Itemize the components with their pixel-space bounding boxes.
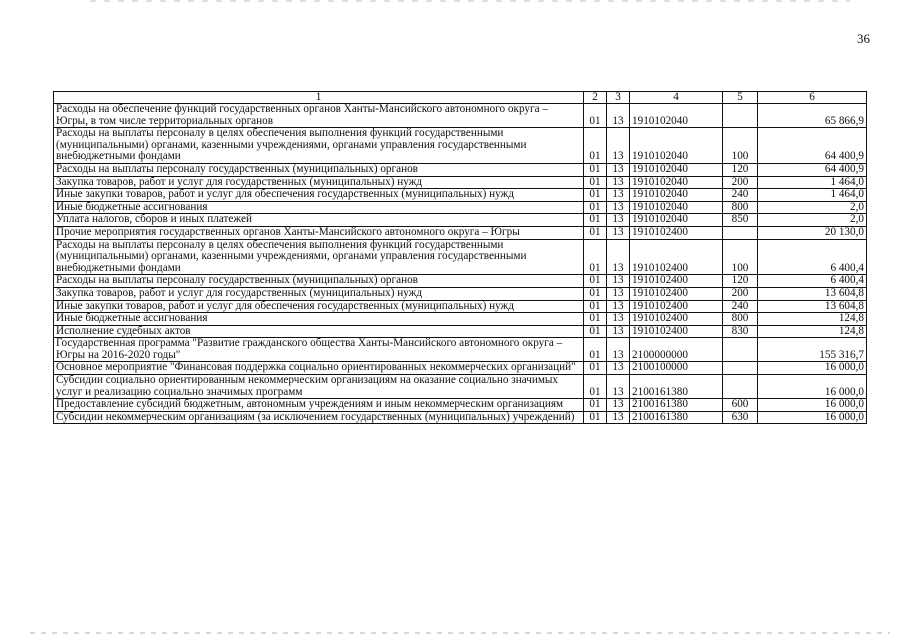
row-subsection-cell: 13 [607, 239, 630, 275]
row-name-cell: Уплата налогов, сборов и иных платежей [54, 214, 584, 227]
row-expense-type-cell: 200 [723, 287, 758, 300]
row-expense-type-cell: 200 [723, 176, 758, 189]
table-row [54, 275, 867, 288]
header-cell-sum: 6 [758, 92, 867, 104]
row-name-cell: Расходы на выплаты персоналу государственных (муниципальных) органов [54, 275, 584, 288]
row-subsection-cell: 13 [607, 325, 630, 338]
row-expense-type-cell: 100 [723, 239, 758, 275]
row-subsection-cell: 13 [607, 300, 630, 313]
row-expense-type-cell [723, 362, 758, 375]
table-row [54, 214, 867, 227]
row-section-cell: 01 [584, 399, 607, 412]
row-expense-type-cell: 100 [723, 128, 758, 164]
table-row [54, 300, 867, 313]
row-target-article-cell: 1910102400 [630, 313, 723, 326]
row-target-article-cell: 1910102040 [630, 189, 723, 202]
row-subsection-cell: 13 [607, 214, 630, 227]
row-target-article-cell: 1910102040 [630, 104, 723, 128]
row-sum-cell: 2,0 [758, 214, 867, 227]
table-row [54, 338, 867, 362]
row-subsection-cell: 13 [607, 375, 630, 399]
header-cell-subsection: 3 [607, 92, 630, 104]
row-sum-cell: 65 866,9 [758, 104, 867, 128]
header-cell-name: 1 [54, 92, 584, 104]
header-cell-expense-type: 5 [723, 92, 758, 104]
row-sum-cell: 13 604,8 [758, 287, 867, 300]
row-expense-type-cell [723, 226, 758, 239]
row-expense-type-cell: 800 [723, 313, 758, 326]
row-subsection-cell: 13 [607, 399, 630, 412]
row-sum-cell: 6 400,4 [758, 275, 867, 288]
row-subsection-cell: 13 [607, 189, 630, 202]
row-target-article-cell: 1910102400 [630, 226, 723, 239]
row-section-cell: 01 [584, 375, 607, 399]
row-subsection-cell: 13 [607, 362, 630, 375]
row-section-cell: 01 [584, 325, 607, 338]
row-section-cell: 01 [584, 300, 607, 313]
row-expense-type-cell: 120 [723, 275, 758, 288]
table-row [54, 411, 867, 424]
row-subsection-cell: 13 [607, 287, 630, 300]
row-target-article-cell: 1910102040 [630, 214, 723, 227]
row-section-cell: 01 [584, 338, 607, 362]
row-name-cell: Закупка товаров, работ и услуг для государственных (муниципальных) нужд [54, 287, 584, 300]
row-name-cell: Расходы на выплаты персоналу в целях обеспечения выполнения функций государственными (муниципальными) органами, казенными учреждениями, органами управления государственными внебюджетными фондами [54, 239, 584, 275]
row-expense-type-cell: 240 [723, 300, 758, 313]
row-section-cell: 01 [584, 239, 607, 275]
row-target-article-cell: 2100100000 [630, 362, 723, 375]
row-sum-cell: 16 000,0 [758, 411, 867, 424]
row-name-cell: Основное мероприятие "Финансовая поддержка социально ориентированных некоммерческих организаций" [54, 362, 584, 375]
table-row [54, 325, 867, 338]
row-name-cell: Расходы на выплаты персоналу в целях обеспечения выполнения функций государственными (муниципальными) органами, казенными учреждениями, органами управления государственными внебюджетными фондами [54, 128, 584, 164]
table-body [54, 104, 867, 424]
row-sum-cell: 16 000,0 [758, 375, 867, 399]
row-sum-cell: 16 000,0 [758, 399, 867, 412]
row-subsection-cell: 13 [607, 313, 630, 326]
table-row [54, 226, 867, 239]
row-subsection-cell: 13 [607, 176, 630, 189]
row-sum-cell: 16 000,0 [758, 362, 867, 375]
row-expense-type-cell [723, 104, 758, 128]
row-section-cell: 01 [584, 275, 607, 288]
row-sum-cell: 13 604,8 [758, 300, 867, 313]
row-expense-type-cell [723, 338, 758, 362]
row-sum-cell: 124,8 [758, 325, 867, 338]
header-cell-section: 2 [584, 92, 607, 104]
table-row [54, 375, 867, 399]
row-target-article-cell: 1910102400 [630, 325, 723, 338]
row-sum-cell: 2,0 [758, 201, 867, 214]
row-expense-type-cell: 630 [723, 411, 758, 424]
row-target-article-cell: 1910102040 [630, 128, 723, 164]
table-row [54, 362, 867, 375]
row-expense-type-cell: 830 [723, 325, 758, 338]
row-name-cell: Государственная программа "Развитие гражданского общества Ханты-Мансийского автономного округа – Югры на 2016-2020 годы" [54, 338, 584, 362]
row-sum-cell: 64 400,9 [758, 163, 867, 176]
row-sum-cell: 155 316,7 [758, 338, 867, 362]
row-section-cell: 01 [584, 226, 607, 239]
row-expense-type-cell: 850 [723, 214, 758, 227]
row-expense-type-cell: 120 [723, 163, 758, 176]
row-target-article-cell: 1910102400 [630, 275, 723, 288]
row-section-cell: 01 [584, 163, 607, 176]
row-target-article-cell: 1910102040 [630, 201, 723, 214]
table-row [54, 104, 867, 128]
row-subsection-cell: 13 [607, 128, 630, 164]
row-name-cell: Иные закупки товаров, работ и услуг для обеспечения государственных (муниципальных) нужд [54, 189, 584, 202]
page-number: 36 [857, 31, 870, 46]
row-section-cell: 01 [584, 104, 607, 128]
row-subsection-cell: 13 [607, 338, 630, 362]
row-section-cell: 01 [584, 411, 607, 424]
row-name-cell: Субсидии некоммерческим организациям (за исключением государственных (муниципальных) учреждений) [54, 411, 584, 424]
row-name-cell: Иные бюджетные ассигнования [54, 313, 584, 326]
row-subsection-cell: 13 [607, 201, 630, 214]
table-row [54, 201, 867, 214]
table-row [54, 287, 867, 300]
row-section-cell: 01 [584, 362, 607, 375]
table-row [54, 313, 867, 326]
row-name-cell: Расходы на обеспечение функций государственных органов Ханты-Мансийского автономного округа – Югры, в том числе территориальных органов [54, 104, 584, 128]
budget-table [53, 91, 867, 424]
row-sum-cell: 20 130,0 [758, 226, 867, 239]
row-name-cell: Закупка товаров, работ и услуг для государственных (муниципальных) нужд [54, 176, 584, 189]
row-target-article-cell: 1910102400 [630, 287, 723, 300]
row-section-cell: 01 [584, 189, 607, 202]
row-subsection-cell: 13 [607, 411, 630, 424]
row-name-cell: Иные закупки товаров, работ и услуг для обеспечения государственных (муниципальных) нужд [54, 300, 584, 313]
header-cell-target-article: 4 [630, 92, 723, 104]
row-sum-cell: 124,8 [758, 313, 867, 326]
row-name-cell: Предоставление субсидий бюджетным, автономным учреждениям и иным некоммерческим организациям [54, 399, 584, 412]
row-section-cell: 01 [584, 201, 607, 214]
table-row [54, 189, 867, 202]
row-target-article-cell: 1910102040 [630, 176, 723, 189]
row-target-article-cell: 2100000000 [630, 338, 723, 362]
row-section-cell: 01 [584, 313, 607, 326]
scan-artifact-bottom [30, 632, 890, 634]
row-subsection-cell: 13 [607, 226, 630, 239]
table-row [54, 163, 867, 176]
row-expense-type-cell: 240 [723, 189, 758, 202]
row-target-article-cell: 1910102400 [630, 239, 723, 275]
row-subsection-cell: 13 [607, 163, 630, 176]
row-section-cell: 01 [584, 287, 607, 300]
row-section-cell: 01 [584, 128, 607, 164]
table-row [54, 239, 867, 275]
table-row [54, 128, 867, 164]
row-target-article-cell: 2100161380 [630, 411, 723, 424]
row-name-cell: Иные бюджетные ассигнования [54, 201, 584, 214]
row-sum-cell: 1 464,0 [758, 176, 867, 189]
row-name-cell: Прочие мероприятия государственных органов Ханты-Мансийского автономного округа – Югры [54, 226, 584, 239]
row-section-cell: 01 [584, 176, 607, 189]
row-name-cell: Субсидии социально ориентированным некоммерческим организациям на оказание социально значимых услуг и реализацию социально значимых программ [54, 375, 584, 399]
table-row [54, 176, 867, 189]
scan-artifact-top [90, 0, 850, 2]
row-name-cell: Исполнение судебных актов [54, 325, 584, 338]
row-target-article-cell: 2100161380 [630, 399, 723, 412]
table-row [54, 399, 867, 412]
row-section-cell: 01 [584, 214, 607, 227]
row-subsection-cell: 13 [607, 275, 630, 288]
table-header-row [54, 92, 867, 104]
row-target-article-cell: 1910102400 [630, 300, 723, 313]
row-target-article-cell: 2100161380 [630, 375, 723, 399]
row-expense-type-cell [723, 375, 758, 399]
row-expense-type-cell: 800 [723, 201, 758, 214]
row-sum-cell: 1 464,0 [758, 189, 867, 202]
row-sum-cell: 6 400,4 [758, 239, 867, 275]
row-name-cell: Расходы на выплаты персоналу государственных (муниципальных) органов [54, 163, 584, 176]
row-target-article-cell: 1910102040 [630, 163, 723, 176]
row-subsection-cell: 13 [607, 104, 630, 128]
row-sum-cell: 64 400,9 [758, 128, 867, 164]
row-expense-type-cell: 600 [723, 399, 758, 412]
